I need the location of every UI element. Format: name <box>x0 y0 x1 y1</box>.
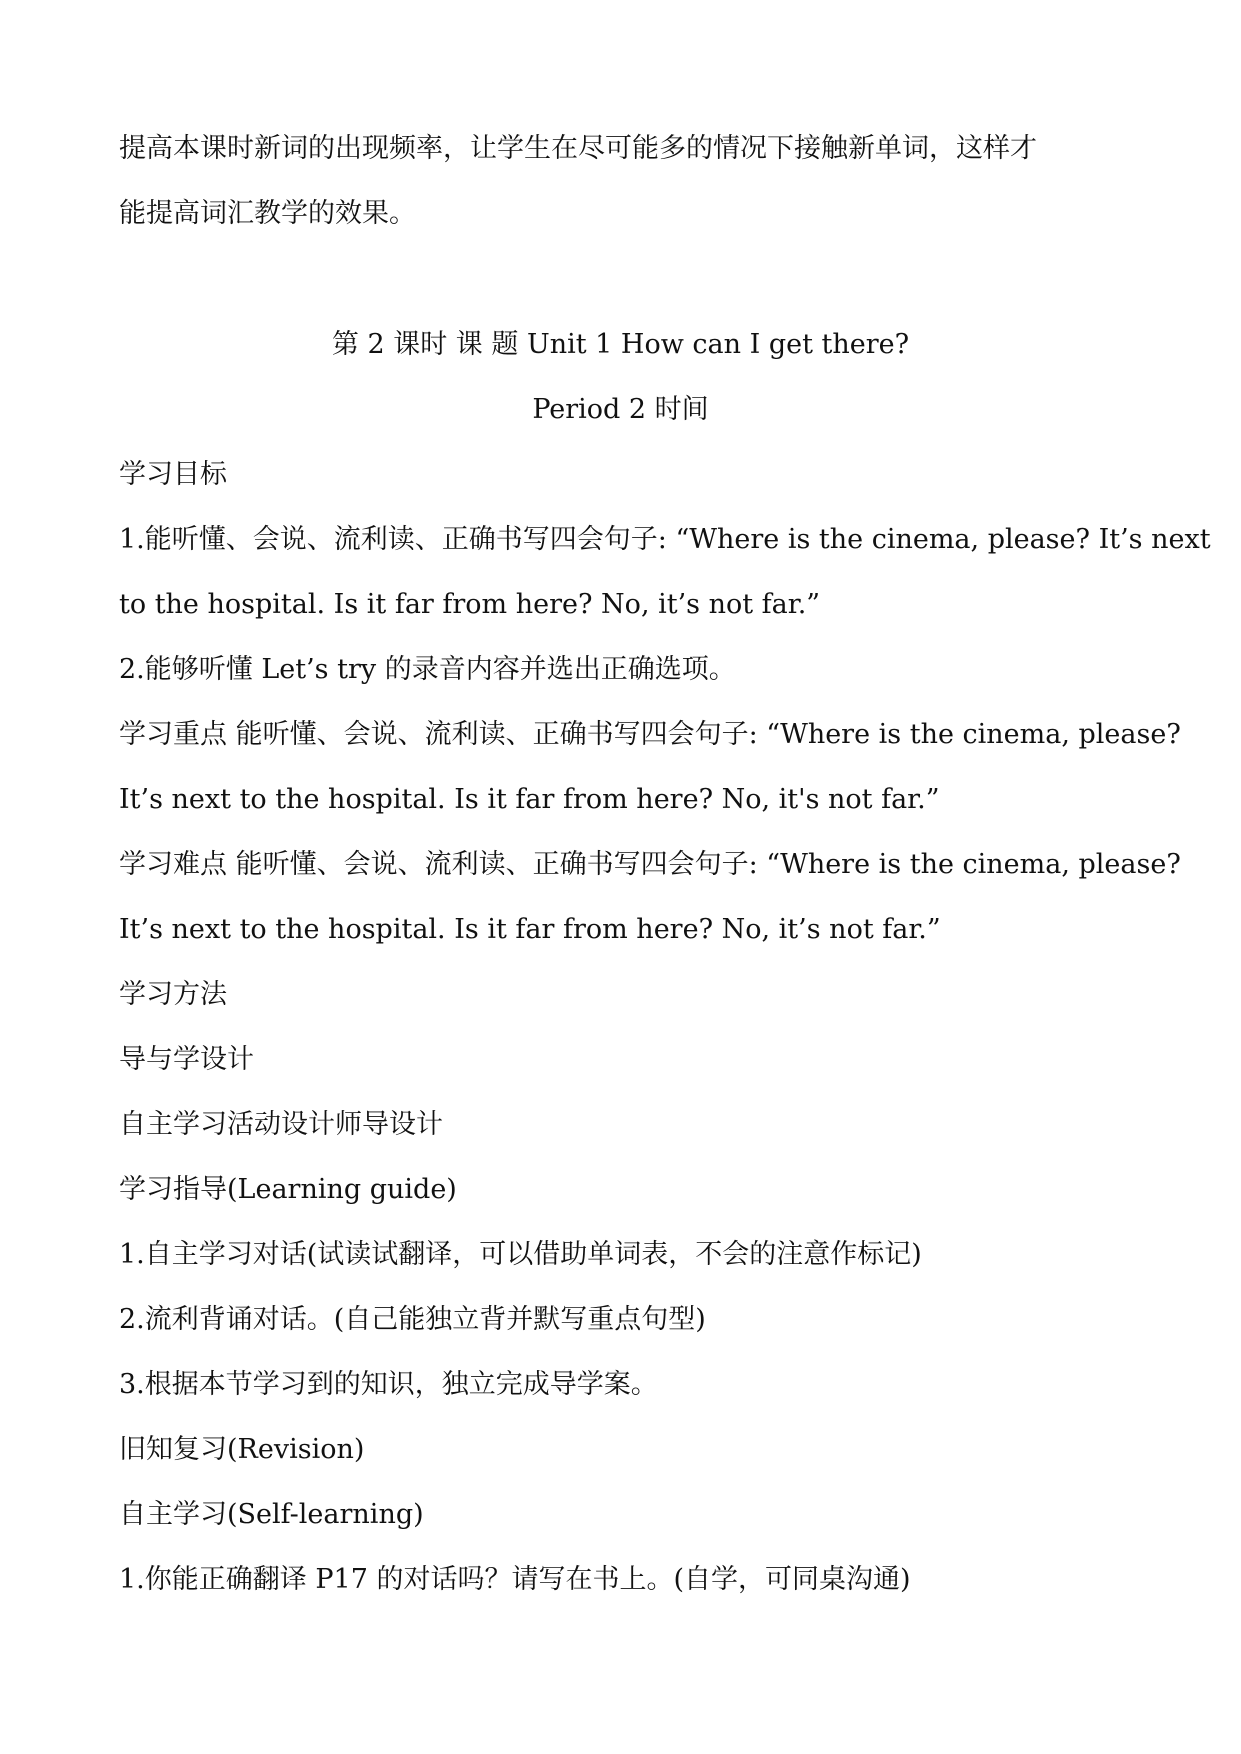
difficulties-line-1: 学习难点 能听懂、会说、流利读、正确书写四会句子: “Where is the cinema, please? <box>119 849 1181 880</box>
intro-line-2: 能提高词汇教学的效果。 <box>119 198 416 229</box>
objectives-label: 学习目标 <box>119 459 227 490</box>
lesson-subtitle: Period 2 时间 <box>532 394 709 425</box>
activity-design-heading: 自主学习活动设计师导设计 <box>119 1109 443 1140</box>
lesson-title: 第 2 课时 课 题 Unit 1 How can I get there? <box>331 329 910 360</box>
revision-heading: 旧知复习(Revision) <box>119 1434 365 1465</box>
self-learning-item-1: 1.你能正确翻译 P17 的对话吗？请写在书上。(自学，可同桌沟通) <box>119 1564 911 1595</box>
difficulties-line-2: It’s next to the hospital. Is it far from here? No, it’s not far.” <box>119 914 941 945</box>
objective-1-line-1: 1.能听懂、会说、流利读、正确书写四会句子: “Where is the cinema, please? It’s next <box>119 524 1211 555</box>
self-learning-label: 自主学习(Self-learning) <box>119 1499 424 1530</box>
intro-line-1: 提高本课时新词的出现频率，让学生在尽可能多的情况下接触新单词，这样才 <box>119 133 1037 164</box>
key-points-line-2: It’s next to the hospital. Is it far from here? No, it's not far.” <box>119 784 940 815</box>
objective-1-line-2: to the hospital. Is it far from here? No, it’s not far.” <box>119 589 821 620</box>
guide-label: 学习指导(Learning guide) <box>119 1174 457 1205</box>
key-points-line-1: 学习重点 能听懂、会说、流利读、正确书写四会句子: “Where is the cinema, please? <box>119 719 1181 750</box>
design-heading: 导与学设计 <box>119 1044 254 1075</box>
method-heading: 学习方法 <box>119 979 227 1010</box>
guide-item-2: 2.流利背诵对话。(自己能独立背并默写重点句型) <box>119 1304 706 1335</box>
guide-item-1: 1.自主学习对话(试读试翻译，可以借助单词表，不会的注意作标记) <box>119 1239 922 1270</box>
guide-item-3: 3.根据本节学习到的知识，独立完成导学案。 <box>119 1369 658 1400</box>
objective-2: 2.能够听懂 Let’s try 的录音内容并选出正确选项。 <box>119 654 736 685</box>
